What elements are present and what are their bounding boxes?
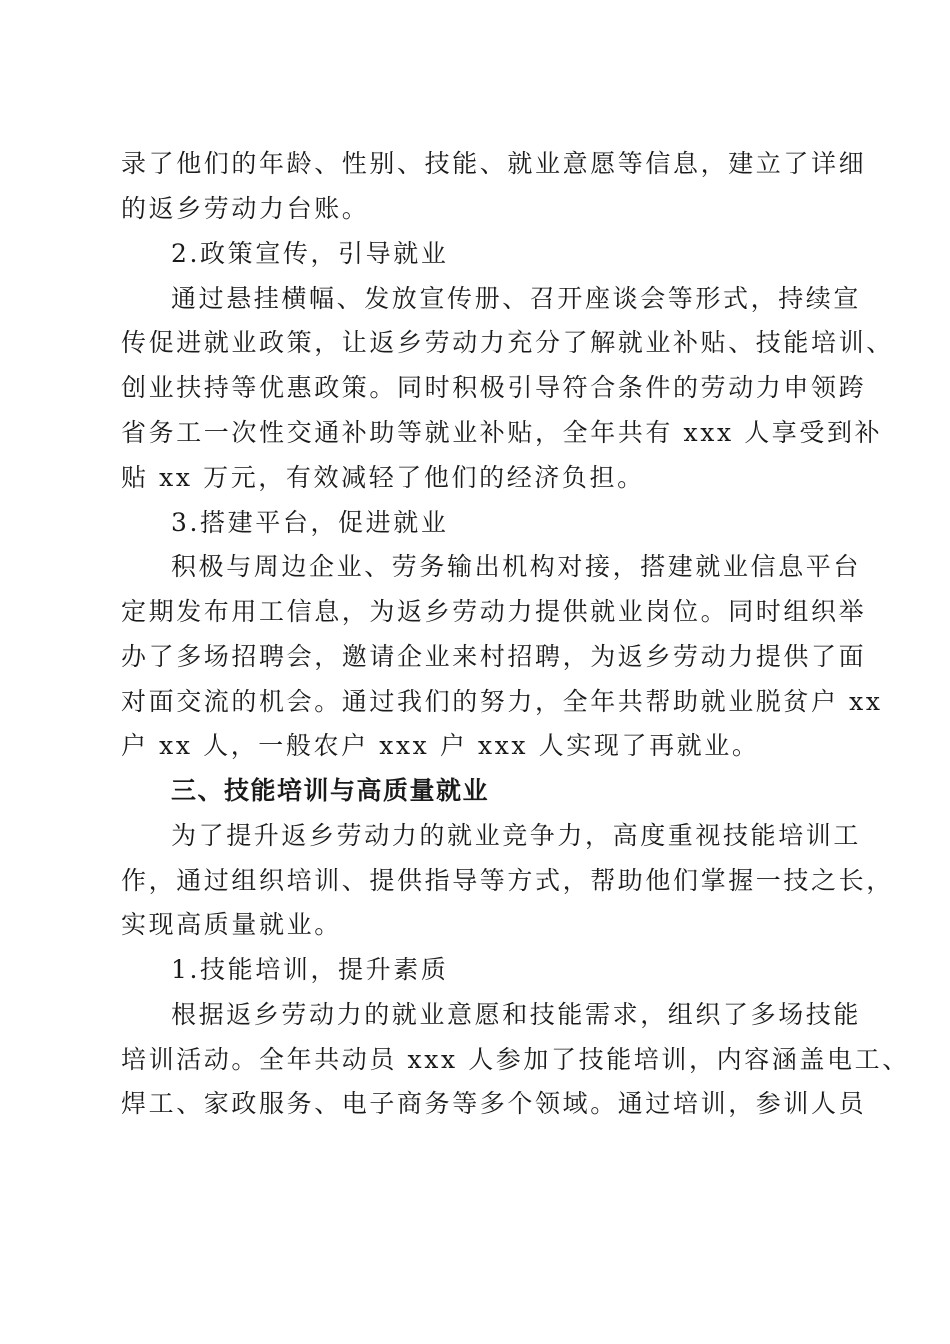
paragraph-line: 作，通过组织培训、提供指导等方式，帮助他们掌握一技之长， bbox=[121, 866, 894, 895]
paragraph-line: 通过悬挂横幅、发放宣传册、召开座谈会等形式，持续宣 bbox=[171, 284, 862, 313]
paragraph-line: 户 xx 人，一般农户 xxx 户 xxx 人实现了再就业。 bbox=[121, 731, 760, 760]
paragraph-line: 省务工一次性交通补助等就业补贴，全年共有 xxx 人享受到补 bbox=[121, 418, 883, 447]
subheading-policy: 2.政策宣传，引导就业 bbox=[171, 239, 449, 268]
paragraph-line: 录了他们的年龄、性别、技能、就业意愿等信息，建立了详细 bbox=[121, 149, 867, 178]
paragraph-line: 创业扶持等优惠政策。同时积极引导符合条件的劳动力申领跨 bbox=[121, 373, 867, 402]
paragraph-line: 定期发布用工信息，为返乡劳动力提供就业岗位。同时组织举 bbox=[121, 597, 867, 626]
paragraph-line: 传促进就业政策，让返乡劳动力充分了解就业补贴、技能培训、 bbox=[121, 328, 894, 357]
paragraph-line: 焊工、家政服务、电子商务等多个领域。通过培训，参训人员 bbox=[121, 1089, 867, 1118]
subheading-training: 1.技能培训，提升素质 bbox=[171, 955, 449, 984]
paragraph-line: 办了多场招聘会，邀请企业来村招聘，为返乡劳动力提供了面 bbox=[121, 642, 867, 671]
subheading-platform: 3.搭建平台，促进就业 bbox=[171, 508, 449, 537]
paragraph-line: 对面交流的机会。通过我们的努力，全年共帮助就业脱贫户 xx bbox=[121, 687, 883, 716]
paragraph-line: 实现高质量就业。 bbox=[121, 910, 342, 939]
paragraph-line: 贴 xx 万元，有效减轻了他们的经济负担。 bbox=[121, 463, 645, 492]
paragraph-line: 为了提升返乡劳动力的就业竞争力，高度重视技能培训工 bbox=[171, 821, 862, 850]
paragraph-line: 根据返乡劳动力的就业意愿和技能需求，组织了多场技能 bbox=[171, 1000, 862, 1029]
paragraph-line: 积极与周边企业、劳务输出机构对接，搭建就业信息平台 bbox=[171, 552, 862, 581]
section-heading: 三、技能培训与高质量就业 bbox=[171, 776, 490, 805]
paragraph-line: 的返乡劳动力台账。 bbox=[121, 194, 370, 223]
paragraph-line: 培训活动。全年共动员 xxx 人参加了技能培训，内容涵盖电工、 bbox=[121, 1045, 910, 1074]
